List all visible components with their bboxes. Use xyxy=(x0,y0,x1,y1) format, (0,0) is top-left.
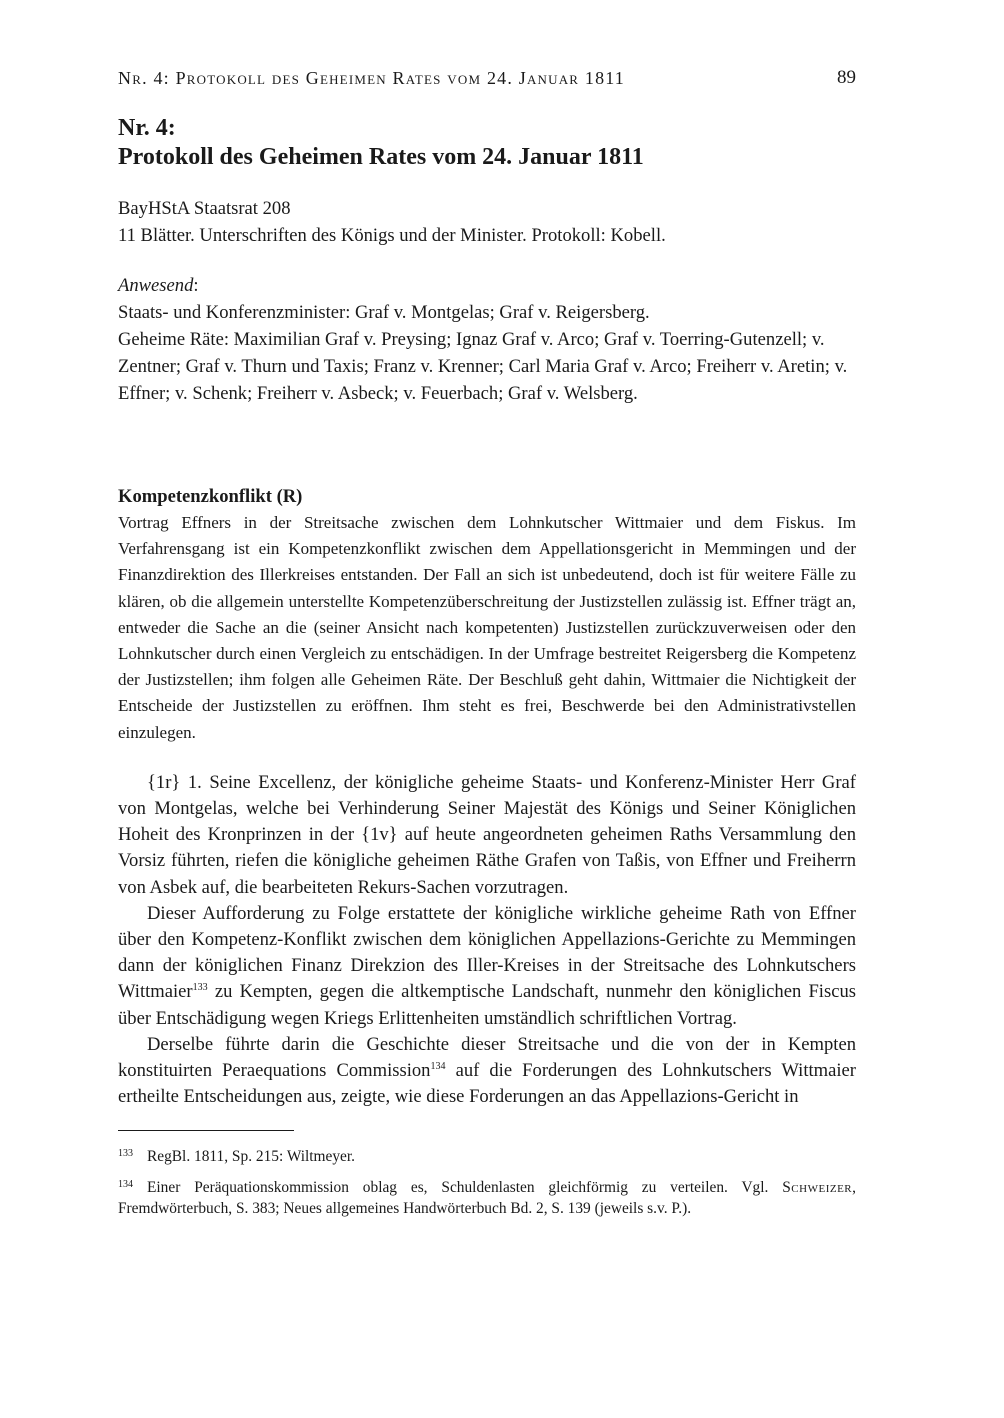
attendance-block xyxy=(118,272,856,407)
source-block xyxy=(118,195,856,249)
protocol-body xyxy=(118,770,856,1111)
archive-reference: BayHStA Staatsrat 208 xyxy=(118,198,291,219)
footnote-number: 134 xyxy=(118,1178,133,1190)
title-text: Protokoll des Geheimen Rates vom 24. Januar 1811 xyxy=(118,144,644,170)
summary-text: Vortrag Effners in der Streitsache zwischen dem Lohnkutscher Wittmaier und dem Fiskus. Im Verfahrensgang ist ein Kompetenzkonflikt zwischen dem Appellationsgericht in Memmingen und der Finanzdirektion des Illerkreises entstanden. Der Fall an sich ist unbedeutend, doch ist für weitere Fälle zu klären, ob die allgemein unterstellte Kompetenzüberschreitung der Justizstellen zulässig ist. Effner trägt an, entweder die Sache an die (seiner Ansicht nach kompetenten) Justizstellen zurückzuverweisen oder den Lohnkutscher durch einen Vergleich zu entschädigen. In der Umfrage bestreitet Reigersberg die Kompetenz der Justizstellen; ihm folgen alle Geheimen Räte. Der Beschluß geht dahin, Wittmaier die Nichtigkeit der Entscheide der Justizstellen zu eröffnen. Ihm steht es frei, Beschwerde bei den Administrativstellen einzulegen. xyxy=(118,513,856,742)
body-paragraph-2-text-b: zu Kempten, gegen die altkemptische Landschaft, nunmehr den königlichen Fiscus über Entschädigung wegen Kriegs Erlittenheiten umständlich schriftlichen Vortrag. xyxy=(118,981,856,1029)
document-page xyxy=(118,64,856,1226)
footnote-ref-134[interactable]: 134 xyxy=(430,1061,446,1073)
summary-heading: Kompetenzkonflikt (R) xyxy=(118,486,303,507)
running-header xyxy=(118,64,856,92)
footnote-133 xyxy=(118,1143,856,1168)
attendance-councillors: Geheime Räte: Maximilian Graf v. Preysing; Ignaz Graf v. Arco; Graf v. Toerring-Gutenzell; v. Zentner; Graf v. Thurn und Taxis; Franz v. Krenner; Carl Maria Graf v. Arco; Freiherr v. Aretin; v. Effner; v. Schenk; Freiherr v. Asbeck; v. Feuerbach; Graf v. Welsberg. xyxy=(118,329,848,404)
footnotes xyxy=(118,1143,856,1220)
body-paragraph-3-text-a: Derselbe führte darin die Geschichte dieser Streitsache und die von der in Kempten konstituirten Peraequations Commission xyxy=(118,1033,856,1082)
attendance-ministers: Staats- und Konferenzminister: Graf v. Montgelas; Graf v. Reigersberg. xyxy=(118,302,650,323)
footnote-text: RegBl. 1811, Sp. 215: Wiltmeyer. xyxy=(147,1148,356,1166)
body-paragraph-3-text-b: auf die Forderungen des Lohnkutschers Wittmaier ertheilte Entscheidungen aus, zeigte, wie diese Forderungen an das Appellazions-Gericht in xyxy=(118,1060,856,1108)
footnote-divider xyxy=(118,1130,294,1131)
body-paragraph-3 xyxy=(118,1032,856,1111)
title-number: Nr. 4: xyxy=(118,115,176,141)
attendance-heading: Anwesend: xyxy=(118,275,199,296)
footnote-number: 133 xyxy=(118,1148,133,1160)
footnote-ref-133[interactable]: 133 xyxy=(192,982,208,994)
body-paragraph-1: {1r} 1. Seine Excellenz, der königliche geheime Staats- und Konferenz-Minister Herr Graf von Montgelas, welche bei Verhinderung Seiner Majestät des Königs und Seiner Königlichen Hoheit des Kronprinzen in der {1v} auf heute angeordneten geheimen Raths Versammlung den Vorsiz führten, riefen die königliche geheimen Räthe Grafen von Taßis, von Effner und Freiherrn von Asbek auf, die bearbeiteten Rekurs-Sachen vorzutragen. xyxy=(118,771,856,898)
body-paragraph-2-text-a: Dieser Aufforderung zu Folge erstattete der königliche wirkliche geheime Rath von Effner über den Kompetenz-Konflikt zwischen dem königlichen Appellazions-Gerichte zu Memmingen dann der königlichen Finanz Direkzion des Iller-Kreises in der Streitsache des Lohnkutschers Wittmaier xyxy=(118,902,856,1003)
body-paragraph-2 xyxy=(118,901,856,1032)
footnote-author: Schweizer xyxy=(782,1178,853,1196)
footnote-134 xyxy=(118,1174,856,1220)
summary-block xyxy=(118,484,856,746)
document-title xyxy=(118,114,856,172)
page-number: 89 xyxy=(837,67,856,88)
footnote-text-b: , Fremdwörterbuch, S. 383; Neues allgemeines Handwörterbuch Bd. 2, S. 139 (jeweils s.v. P.). xyxy=(118,1178,856,1218)
source-description: 11 Blätter. Unterschriften des Königs und der Minister. Protokoll: Kobell. xyxy=(118,225,666,246)
attendance-label: Anwesend xyxy=(118,275,194,296)
footnote-text-a: Einer Peräquationskommission oblag es, Schuldenlasten gleichförmig zu verteilen. Vgl. xyxy=(147,1178,783,1196)
running-title: Nr. 4: Protokoll des Geheimen Rates vom 24. Januar 1811 xyxy=(118,68,625,88)
